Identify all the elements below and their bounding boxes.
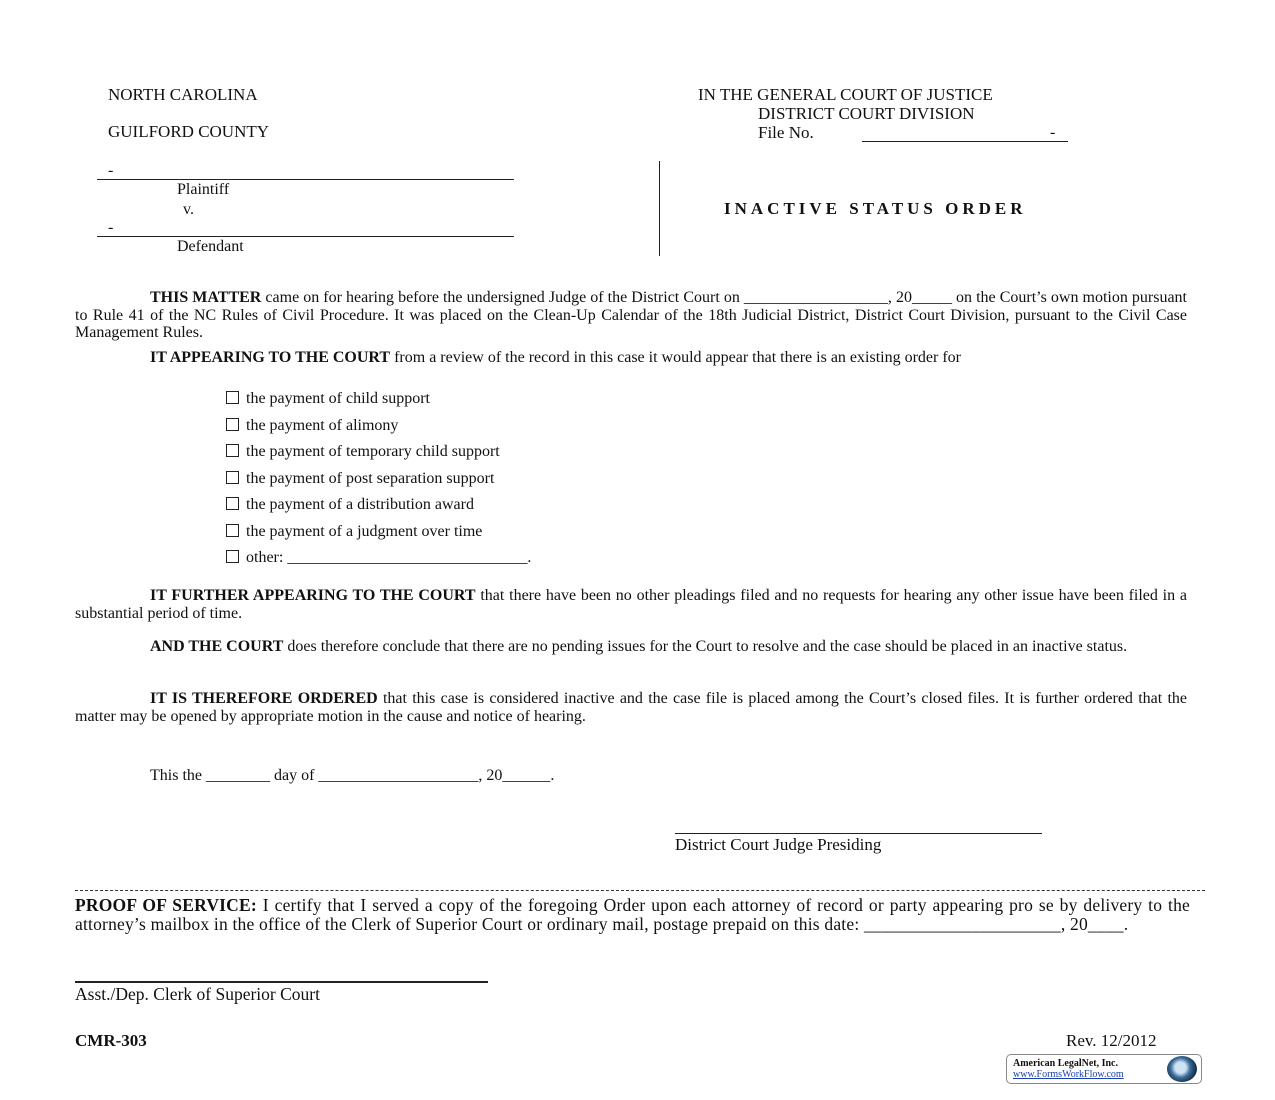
- option-child-support[interactable]: [226, 390, 430, 408]
- date-line: This the ________ day of ____________________, 20______.: [150, 767, 555, 784]
- lead: AND THE COURT: [150, 638, 284, 655]
- lead: IT FURTHER APPEARING TO THE COURT: [150, 587, 476, 604]
- logo-url[interactable]: www.FormsWorkFlow.com: [1013, 1069, 1124, 1080]
- option-temp-child-support[interactable]: [226, 443, 500, 461]
- body: came on for hearing before the undersigned Judge of the District Court on __________________, 20_____ on the Court’s own motion pursuant to Rule 41 of the NC Rules of Civil Procedure. It was placed on the Clean-Up Calendar of the 18th Judicial District, District Court Division, pursuant to the Civil Case Management Rules.: [75, 289, 1188, 341]
- county-label: GUILFORD COUNTY: [108, 122, 270, 141]
- option-distribution-award[interactable]: [226, 496, 474, 514]
- body: from a review of the record in this case it would appear that there is an existing order for: [390, 349, 961, 366]
- cut-line: [75, 890, 1205, 891]
- document-title: INACTIVE STATUS ORDER: [724, 199, 1027, 218]
- option-post-separation[interactable]: [226, 470, 494, 488]
- checkbox[interactable]: [226, 471, 239, 484]
- option-other[interactable]: [226, 549, 531, 567]
- file-no-dash: -: [1050, 124, 1056, 141]
- file-no-field[interactable]: [862, 141, 1068, 142]
- judge-signature-line[interactable]: [675, 833, 1042, 834]
- body: I certify that I served a copy of the foregoing Order upon each attorney of record or party appearing pro se by delivery to the attorney’s mailbox in the office of the Clerk of Superior Court or ordinary mail, postage prepaid on this date: ______________________, 20____.: [75, 895, 1190, 934]
- checkbox[interactable]: [226, 418, 239, 431]
- body: that there have been no other pleadings filed and no requests for hearing any other issue have been filed in a substantial period of time.: [75, 587, 1187, 622]
- plaintiff-dash: -: [108, 162, 114, 179]
- state-label: NORTH CAROLINA: [108, 85, 258, 104]
- option-alimony[interactable]: [226, 417, 398, 435]
- option-label: the payment of temporary child support: [246, 443, 500, 460]
- checkbox[interactable]: [226, 497, 239, 510]
- caption-divider: [659, 161, 660, 256]
- paragraph-further-appearing: [75, 587, 1187, 622]
- checkbox[interactable]: [226, 524, 239, 537]
- lead: THIS MATTER: [150, 289, 262, 306]
- option-label: the payment of alimony: [246, 417, 399, 434]
- paragraph-ordered: [75, 690, 1187, 725]
- judge-label: District Court Judge Presiding: [675, 835, 882, 854]
- clerk-label: Asst./Dep. Clerk of Superior Court: [75, 984, 320, 1004]
- option-judgment[interactable]: [226, 523, 482, 541]
- publisher-logo: [1006, 1054, 1202, 1084]
- option-label: the payment of post separation support: [246, 470, 495, 487]
- checkbox[interactable]: [226, 444, 239, 457]
- defendant-label: Defendant: [177, 238, 244, 255]
- lead: PROOF OF SERVICE:: [75, 895, 257, 915]
- body: that this case is considered inactive and the case file is placed among the Court’s closed files. It is further ordered that the matter may be opened by appropriate motion in the cause and notice of hearing.: [75, 690, 1188, 725]
- versus-label: v.: [183, 201, 194, 218]
- file-no-label: File No.: [758, 123, 814, 142]
- paragraph-this-matter: [75, 289, 1187, 342]
- option-label: other: ______________________________.: [246, 549, 532, 566]
- revision: Rev. 12/2012: [1066, 1031, 1157, 1050]
- option-label: the payment of a judgment over time: [246, 523, 483, 540]
- plaintiff-label: Plaintiff: [177, 181, 230, 198]
- lead: IT IS THEREFORE ORDERED: [150, 690, 378, 707]
- body: does therefore conclude that there are no pending issues for the Court to resolve and the case should be placed in an inactive status.: [283, 638, 1128, 655]
- clerk-signature-line[interactable]: [75, 981, 488, 983]
- paragraph-conclusion: [75, 638, 1187, 656]
- court-label: IN THE GENERAL COURT OF JUSTICE: [698, 85, 993, 104]
- checkbox[interactable]: [226, 550, 239, 563]
- globe-icon: [1167, 1056, 1197, 1082]
- option-label: the payment of a distribution award: [246, 496, 474, 513]
- division-label: DISTRICT COURT DIVISION: [758, 104, 975, 123]
- defendant-dash: -: [108, 219, 114, 236]
- lead: IT APPEARING TO THE COURT: [150, 349, 391, 366]
- option-label: the payment of child support: [246, 390, 430, 407]
- form-id: CMR-303: [75, 1031, 147, 1050]
- paragraph-appearing: [75, 349, 1187, 367]
- checkbox[interactable]: [226, 391, 239, 404]
- defendant-field[interactable]: [97, 236, 514, 237]
- logo-name: American LegalNet, Inc.: [1013, 1058, 1118, 1069]
- plaintiff-field[interactable]: [97, 179, 514, 180]
- proof-of-service: [75, 896, 1190, 933]
